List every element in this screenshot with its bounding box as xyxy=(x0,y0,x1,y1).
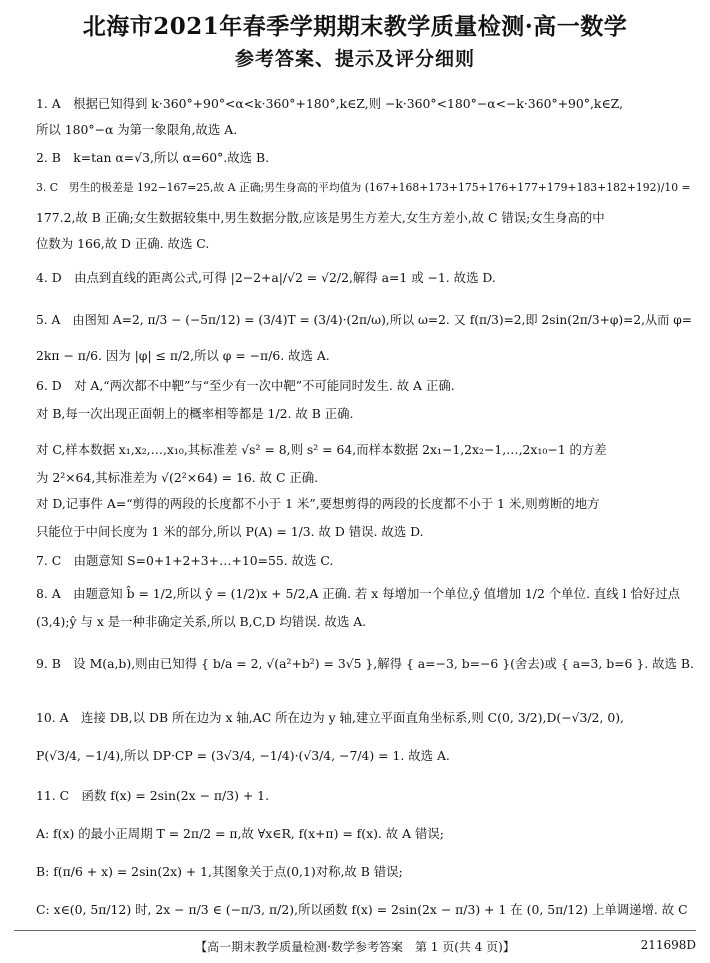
answer-line: 8. A 由题意知 b̂ = 1/2,所以 ŷ = (1/2)x + 5/2,A 正确. 若 x 每增加一个单位,ŷ 值增加 1/2 个单位. 直线 l 恰好过点 xyxy=(36,586,681,601)
answer-line: C: x∈(0, 5π/12) 时, 2x − π/3 ∈ (−π/3, π/2),所以函数 f(x) = 2sin(2x − π/3) + 1 在 (0, 5π/12) 上单调递增. 故 C xyxy=(36,902,688,917)
answer-line: 对 B,每一次出现正面朝上的概率相等都是 1/2. 故 B 正确. xyxy=(36,406,354,421)
answer-line: 2. B k=tan α=√3,所以 α=60°.故选 B. xyxy=(36,150,270,165)
answer-line: 为 2²×64,其标准差为 √(2²×64) = 16. 故 C 正确. xyxy=(36,470,319,485)
footer-divider xyxy=(14,930,696,931)
answer-line: 只能位于中间长度为 1 米的部分,所以 P(A) = 1/3. 故 D 错误. 故选 D. xyxy=(36,524,424,539)
page-title: 北海市2021年春季学期期末教学质量检测·高一数学 xyxy=(82,13,628,40)
answer-line: 177.2,故 B 正确;女生数据较集中,男生数据分散,应该是男生方差大,女生方差小,故 C 错误;女生身高的中 xyxy=(36,210,605,225)
answer-line: 3. C 男生的极差是 192−167=25,故 A 正确;男生身高的平均值为 (167+168+173+175+176+177+179+183+182+192)/10 = xyxy=(36,181,691,194)
answer-line: (3,4);ŷ 与 x 是一种非确定关系,所以 B,C,D 均错误. 故选 A. xyxy=(36,614,367,629)
answer-line: 5. A 由图知 A=2, π/3 − (−5π/12) = (3/4)T = (3/4)·(2π/ω),所以 ω=2. 又 f(π/3)=2,即 2sin(2π/3+φ)=2,从而 φ= xyxy=(36,313,692,327)
document-code: 211698D xyxy=(640,938,696,952)
answer-line: 10. A 连接 DB,以 DB 所在边为 x 轴,AC 所在边为 y 轴,建立平面直角坐标系,则 C(0, 3/2),D(−√3/2, 0), xyxy=(36,710,624,725)
answer-line: 6. D 对 A,“两次都不中靶”与“至少有一次中靶”不可能同时发生. 故 A 正确. xyxy=(36,378,455,393)
page-subtitle: 参考答案、提示及评分细则 xyxy=(234,48,475,70)
answer-line: B: f(π/6 + x) = 2sin(2x) + 1,其图象关于点(0,1)对称,故 B 错误; xyxy=(36,864,403,879)
answer-line: 9. B 设 M(a,b),则由已知得 { b/a = 2, √(a²+b²) = 3√5 },解得 { a=−3, b=−6 }(舍去)或 { a=3, b=6 }. 故选 B. xyxy=(36,656,694,671)
answer-line: 对 D,记事件 A=“剪得的两段的长度都不小于 1 米”,要想剪得的两段的长度都不小于 1 米,则剪断的地方 xyxy=(36,496,600,511)
answer-line: 11. C 函数 f(x) = 2sin(2x − π/3) + 1. xyxy=(36,788,270,803)
answer-line: 7. C 由题意知 S=0+1+2+3+…+10=55. 故选 C. xyxy=(36,553,334,568)
answer-line: 4. D 由点到直线的距离公式,可得 |2−2+a|/√2 = √2/2,解得 a=1 或 −1. 故选 D. xyxy=(36,270,496,285)
answer-line: 位数为 166,故 D 正确. 故选 C. xyxy=(36,236,210,251)
answer-line: P(√3/4, −1/4),所以 DP·CP = (3√3/4, −1/4)·(√3/4, −7/4) = 1. 故选 A. xyxy=(36,748,450,763)
answer-line: A: f(x) 的最小正周期 T = 2π/2 = π,故 ∀x∈R, f(x+π) = f(x). 故 A 错误; xyxy=(36,826,444,841)
page-footer: 【高一期末教学质量检测·数学参考答案 第 1 页(共 4 页)】 xyxy=(195,940,515,954)
answer-line: 2kπ − π/6. 因为 |φ| ≤ π/2,所以 φ = −π/6. 故选 A. xyxy=(36,348,330,363)
answer-line: 所以 180°−α 为第一象限角,故选 A. xyxy=(36,122,238,137)
answer-line: 1. A 根据已知得到 k·360°+90°<α<k·360°+180°,k∈Z,则 −k·360°<180°−α<−k·360°+90°,k∈Z, xyxy=(36,96,623,111)
answer-line: 对 C,样本数据 x₁,x₂,…,x₁₀,其标准差 √s² = 8,则 s² = 64,而样本数据 2x₁−1,2x₂−1,…,2x₁₀−1 的方差 xyxy=(36,442,607,457)
